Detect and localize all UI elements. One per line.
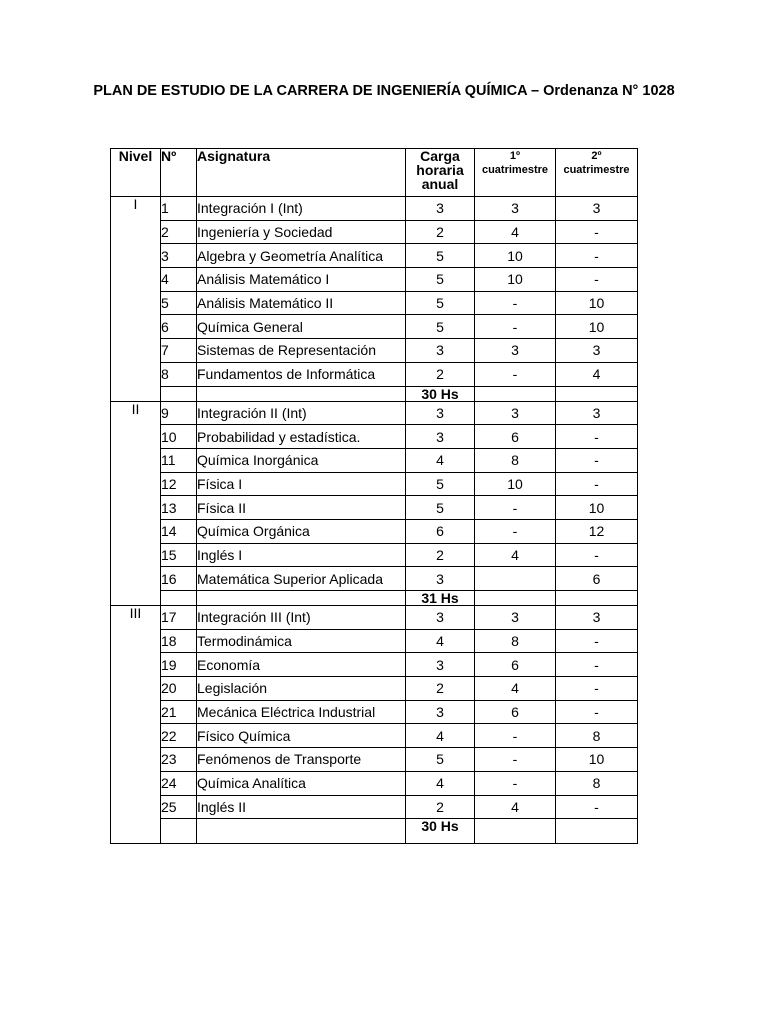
asignatura-cell: Fundamentos de Informática [197, 362, 406, 386]
second-cuatrimestre-cell: 4 [556, 362, 638, 386]
blank-cell [556, 819, 638, 844]
first-cuatrimestre-cell: - [475, 496, 556, 520]
second-cuatrimestre-cell: 10 [556, 291, 638, 315]
number-cell: 19 [161, 653, 197, 677]
table-row [111, 519, 638, 543]
second-cuatrimestre-cell: - [556, 629, 638, 653]
table-row [111, 629, 638, 653]
carga-cell: 3 [406, 401, 475, 425]
nivel-cell: III [111, 606, 161, 844]
second-cuatrimestre-cell: 3 [556, 197, 638, 221]
blank-cell [475, 386, 556, 401]
asignatura-cell: Economía [197, 653, 406, 677]
blank-cell [161, 819, 197, 844]
table-row [111, 197, 638, 221]
carga-cell: 2 [406, 220, 475, 244]
second-cuatrimestre-cell: 3 [556, 339, 638, 363]
number-cell: 25 [161, 795, 197, 819]
first-cuatrimestre-cell: 6 [475, 700, 556, 724]
first-cuatrimestre-cell: 8 [475, 448, 556, 472]
asignatura-cell: Mecánica Eléctrica Industrial [197, 700, 406, 724]
second-cuatrimestre-cell: - [556, 244, 638, 268]
number-cell: 15 [161, 543, 197, 567]
first-cuatrimestre-cell: 10 [475, 268, 556, 292]
asignatura-cell: Análisis Matemático II [197, 291, 406, 315]
total-row [111, 386, 638, 401]
second-cuatrimestre-cell: - [556, 677, 638, 701]
first-cuatrimestre-cell: 6 [475, 653, 556, 677]
table-row [111, 724, 638, 748]
header-carga-line1: Carga [420, 148, 460, 164]
number-cell: 6 [161, 315, 197, 339]
asignatura-cell: Inglés II [197, 795, 406, 819]
number-cell: 24 [161, 771, 197, 795]
number-cell: 13 [161, 496, 197, 520]
asignatura-cell: Ingeniería y Sociedad [197, 220, 406, 244]
asignatura-cell: Física II [197, 496, 406, 520]
table-row [111, 472, 638, 496]
asignatura-cell: Integración II (Int) [197, 401, 406, 425]
first-cuatrimestre-cell: 3 [475, 606, 556, 630]
table-row [111, 448, 638, 472]
table-row [111, 748, 638, 772]
header-cuat2-line2: cuatrimestre [563, 164, 630, 176]
table-row [111, 339, 638, 363]
table-row [111, 700, 638, 724]
carga-cell: 3 [406, 653, 475, 677]
asignatura-cell: Sistemas de Representación [197, 339, 406, 363]
blank-cell [197, 386, 406, 401]
table-body [111, 197, 638, 844]
blank-cell [161, 591, 197, 606]
second-cuatrimestre-cell: 10 [556, 315, 638, 339]
table-row [111, 268, 638, 292]
carga-cell: 3 [406, 606, 475, 630]
number-cell: 16 [161, 567, 197, 591]
asignatura-cell: Análisis Matemático I [197, 268, 406, 292]
second-cuatrimestre-cell: - [556, 795, 638, 819]
total-hours-cell: 30 Hs [406, 386, 475, 401]
asignatura-cell: Química Orgánica [197, 519, 406, 543]
header-number: Nº [161, 149, 197, 197]
number-cell: 20 [161, 677, 197, 701]
number-cell: 8 [161, 362, 197, 386]
asignatura-cell: Termodinámica [197, 629, 406, 653]
asignatura-cell: Inglés I [197, 543, 406, 567]
blank-cell [197, 591, 406, 606]
carga-cell: 5 [406, 291, 475, 315]
first-cuatrimestre-cell: 3 [475, 401, 556, 425]
second-cuatrimestre-cell: - [556, 543, 638, 567]
first-cuatrimestre-cell: - [475, 315, 556, 339]
carga-cell: 6 [406, 519, 475, 543]
study-plan-table [110, 148, 638, 844]
number-cell: 17 [161, 606, 197, 630]
total-row [111, 591, 638, 606]
carga-cell: 4 [406, 771, 475, 795]
second-cuatrimestre-cell: - [556, 425, 638, 449]
number-cell: 14 [161, 519, 197, 543]
number-cell: 5 [161, 291, 197, 315]
second-cuatrimestre-cell: 10 [556, 496, 638, 520]
table-row [111, 677, 638, 701]
carga-cell: 5 [406, 315, 475, 339]
asignatura-cell: Probabilidad y estadística. [197, 425, 406, 449]
carga-cell: 4 [406, 724, 475, 748]
carga-cell: 2 [406, 362, 475, 386]
second-cuatrimestre-cell: 8 [556, 724, 638, 748]
second-cuatrimestre-cell: 3 [556, 606, 638, 630]
carga-cell: 5 [406, 748, 475, 772]
second-cuatrimestre-cell: - [556, 653, 638, 677]
carga-cell: 5 [406, 244, 475, 268]
header-carga-line3: anual [421, 176, 459, 192]
asignatura-cell: Integración III (Int) [197, 606, 406, 630]
header-first-cuatrimestre [475, 149, 556, 197]
first-cuatrimestre-cell: 10 [475, 472, 556, 496]
first-cuatrimestre-cell: 4 [475, 795, 556, 819]
first-cuatrimestre-cell: 3 [475, 339, 556, 363]
asignatura-cell: Fenómenos de Transporte [197, 748, 406, 772]
table-row [111, 220, 638, 244]
asignatura-cell: Integración I (Int) [197, 197, 406, 221]
first-cuatrimestre-cell: - [475, 519, 556, 543]
header-cuat2-line1: 2º [591, 150, 602, 162]
second-cuatrimestre-cell: 3 [556, 401, 638, 425]
number-cell: 2 [161, 220, 197, 244]
first-cuatrimestre-cell: - [475, 748, 556, 772]
carga-cell: 3 [406, 339, 475, 363]
number-cell: 9 [161, 401, 197, 425]
first-cuatrimestre-cell: 3 [475, 197, 556, 221]
second-cuatrimestre-cell: - [556, 268, 638, 292]
first-cuatrimestre-cell: - [475, 771, 556, 795]
total-row [111, 819, 638, 844]
asignatura-cell: Físico Química [197, 724, 406, 748]
table-row [111, 543, 638, 567]
number-cell: 23 [161, 748, 197, 772]
table-row [111, 496, 638, 520]
first-cuatrimestre-cell: 6 [475, 425, 556, 449]
number-cell: 4 [161, 268, 197, 292]
header-cuat1-line1: 1º [509, 150, 521, 162]
second-cuatrimestre-cell: 10 [556, 748, 638, 772]
carga-cell: 2 [406, 543, 475, 567]
second-cuatrimestre-cell: 12 [556, 519, 638, 543]
carga-cell: 3 [406, 425, 475, 449]
table-row [111, 771, 638, 795]
number-cell: 1 [161, 197, 197, 221]
asignatura-cell: Química General [197, 315, 406, 339]
carga-cell: 5 [406, 472, 475, 496]
second-cuatrimestre-cell: - [556, 220, 638, 244]
second-cuatrimestre-cell: - [556, 700, 638, 724]
asignatura-cell: Matemática Superior Aplicada [197, 567, 406, 591]
second-cuatrimestre-cell: 8 [556, 771, 638, 795]
asignatura-cell: Química Analítica [197, 771, 406, 795]
blank-cell [161, 386, 197, 401]
asignatura-cell: Física I [197, 472, 406, 496]
nivel-cell: I [111, 197, 161, 402]
header-cuat1-line2: cuatrimestre [481, 164, 549, 176]
second-cuatrimestre-cell: 6 [556, 567, 638, 591]
table-row [111, 244, 638, 268]
asignatura-cell: Legislación [197, 677, 406, 701]
first-cuatrimestre-cell: 4 [475, 220, 556, 244]
nivel-cell: II [111, 401, 161, 606]
number-cell: 7 [161, 339, 197, 363]
header-row [111, 149, 638, 197]
table-row [111, 401, 638, 425]
blank-cell [475, 819, 556, 844]
carga-cell: 4 [406, 629, 475, 653]
header-asignatura: Asignatura [197, 149, 406, 197]
first-cuatrimestre-cell: 4 [475, 677, 556, 701]
table-row [111, 425, 638, 449]
blank-cell [197, 819, 406, 844]
table-row [111, 291, 638, 315]
carga-cell: 3 [406, 567, 475, 591]
total-hours-cell: 30 Hs [406, 819, 475, 844]
first-cuatrimestre-cell: - [475, 291, 556, 315]
total-hours-cell: 31 Hs [406, 591, 475, 606]
blank-cell [475, 591, 556, 606]
first-cuatrimestre-cell: - [475, 724, 556, 748]
first-cuatrimestre-cell: - [475, 362, 556, 386]
number-cell: 18 [161, 629, 197, 653]
asignatura-cell: Algebra y Geometría Analítica [197, 244, 406, 268]
table-row [111, 315, 638, 339]
number-cell: 10 [161, 425, 197, 449]
table-row [111, 362, 638, 386]
blank-cell [556, 386, 638, 401]
second-cuatrimestre-cell: - [556, 472, 638, 496]
carga-cell: 2 [406, 677, 475, 701]
header-second-cuatrimestre [556, 149, 638, 197]
carga-cell: 3 [406, 197, 475, 221]
document-title: PLAN DE ESTUDIO DE LA CARRERA DE INGENIERÍA QUÍMICA – Ordenanza N° 1028 [93, 83, 675, 99]
table-row [111, 606, 638, 630]
header-carga-line2: horaria [416, 162, 464, 178]
header-carga-horaria [406, 149, 475, 197]
first-cuatrimestre-cell [475, 567, 556, 591]
carga-cell: 3 [406, 700, 475, 724]
table-row [111, 653, 638, 677]
carga-cell: 5 [406, 268, 475, 292]
blank-cell [556, 591, 638, 606]
second-cuatrimestre-cell: - [556, 448, 638, 472]
first-cuatrimestre-cell: 10 [475, 244, 556, 268]
header-nivel: Nivel [111, 149, 161, 197]
number-cell: 3 [161, 244, 197, 268]
number-cell: 22 [161, 724, 197, 748]
first-cuatrimestre-cell: 8 [475, 629, 556, 653]
number-cell: 11 [161, 448, 197, 472]
carga-cell: 4 [406, 448, 475, 472]
carga-cell: 5 [406, 496, 475, 520]
first-cuatrimestre-cell: 4 [475, 543, 556, 567]
asignatura-cell: Química Inorgánica [197, 448, 406, 472]
table-row [111, 795, 638, 819]
table-row [111, 567, 638, 591]
number-cell: 21 [161, 700, 197, 724]
carga-cell: 2 [406, 795, 475, 819]
number-cell: 12 [161, 472, 197, 496]
